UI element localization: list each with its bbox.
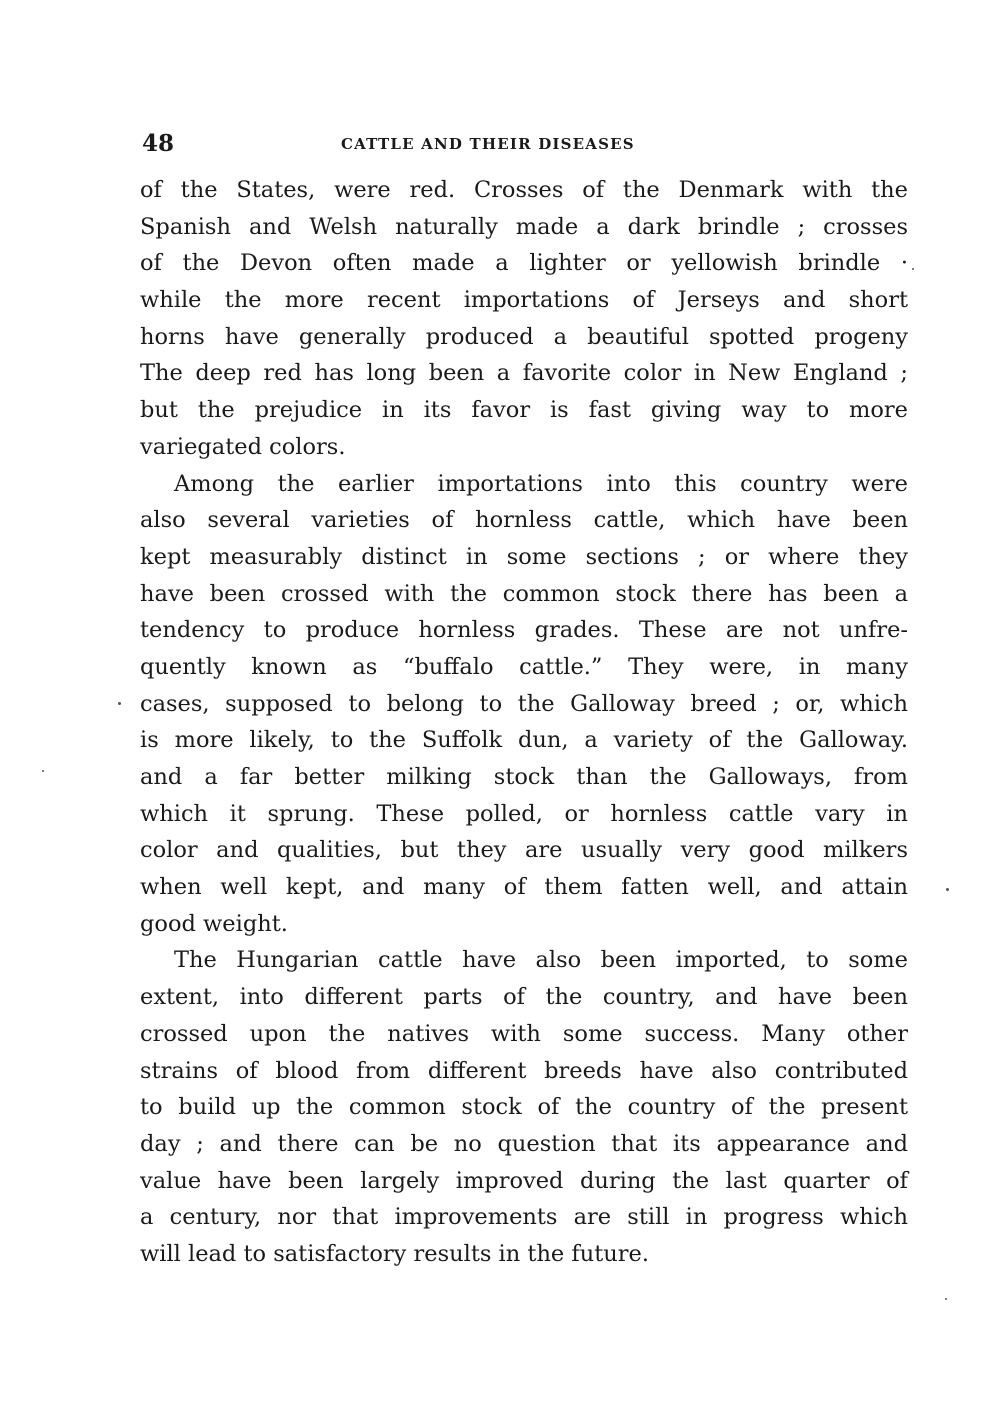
running-head xyxy=(142,130,702,160)
text-line: a century, nor that improvements are still in progress which xyxy=(140,1204,908,1231)
text-line: but the prejudice in its favor is fast giving way to more xyxy=(140,397,908,424)
text-line: of the Devon often made a lighter or yellowish brindle · xyxy=(140,250,908,277)
paragraph-3 xyxy=(140,942,908,1272)
text-line: Among the earlier importations into this country were xyxy=(174,470,908,497)
body-text xyxy=(140,172,908,1273)
text-line: extent, into different parts of the country, and have been xyxy=(140,984,908,1011)
text-line: and a far better milking stock than the Galloways, from xyxy=(140,764,908,790)
scan-speck xyxy=(42,770,44,772)
text-line: Spanish and Welsh naturally made a dark brindle ; crosses xyxy=(140,213,908,240)
text-line: strains of blood from different breeds have also contributed xyxy=(140,1057,908,1084)
text-line: color and qualities, but they are usually very good milkers xyxy=(140,837,908,864)
text-line: crossed upon the natives with some success. Many other xyxy=(140,1020,908,1047)
text-line: which it sprung. These polled, or hornless cattle vary in xyxy=(140,800,908,827)
text-line: of the States, were red. Crosses of the Denmark with the xyxy=(140,177,908,203)
text-line: good weight. xyxy=(140,910,288,937)
text-line: to build up the common stock of the country of the present xyxy=(140,1094,908,1121)
text-line: value have been largely improved during the last quarter of xyxy=(140,1167,908,1194)
running-title: CATTLE AND THEIR DISEASES xyxy=(341,135,635,153)
text-line: while the more recent importations of Jerseys and short xyxy=(140,287,908,314)
text-line: when well kept, and many of them fatten well, and attain xyxy=(140,874,908,901)
text-line: have been crossed with the common stock there has been a xyxy=(140,580,908,607)
paragraph-1 xyxy=(140,172,908,466)
text-line: quently known as “buffalo cattle.” They were, in many xyxy=(140,653,908,680)
text-line: also several varieties of hornless cattle, which have been xyxy=(140,507,908,534)
scan-speck xyxy=(912,268,914,270)
page-number: 48 xyxy=(142,130,175,157)
scan-speck xyxy=(945,1298,947,1300)
text-line: is more likely, to the Suffolk dun, a variety of the Galloway. xyxy=(140,727,908,754)
text-line: kept measurably distinct in some sections ; or where they xyxy=(140,543,908,570)
text-line: day ; and there can be no question that its appearance and xyxy=(140,1130,908,1157)
scan-speck xyxy=(118,702,121,705)
text-line: will lead to satisfactory results in the future. xyxy=(140,1240,649,1267)
text-line: tendency to produce hornless grades. These are not unfre- xyxy=(140,617,908,644)
scan-speck xyxy=(946,888,949,891)
paragraph-2 xyxy=(140,466,908,943)
text-line: horns have generally produced a beautiful spotted progeny xyxy=(140,323,908,350)
text-line: cases, supposed to belong to the Galloway breed ; or, which xyxy=(140,690,908,717)
text-line: The Hungarian cattle have also been imported, to some xyxy=(174,947,908,974)
text-line: variegated colors. xyxy=(140,433,346,460)
text-line: The deep red has long been a favorite color in New England ; xyxy=(140,360,908,387)
